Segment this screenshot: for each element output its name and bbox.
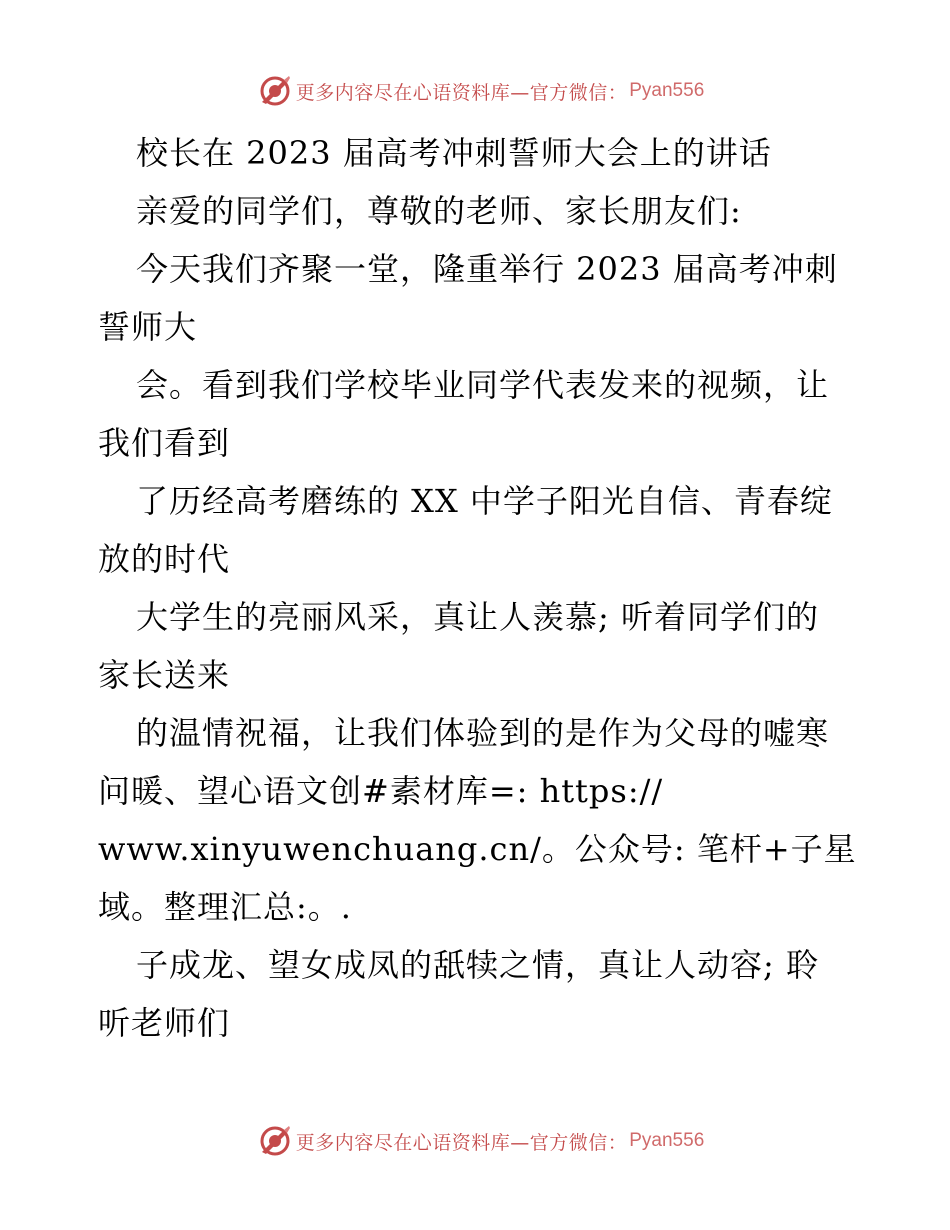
- text-line: 问暖、望心语文创#素材库=: https://: [98, 772, 664, 810]
- text-line: 家长送来: [98, 656, 231, 694]
- text-line: 的温情祝福，让我们体验到的是作为父母的嘘寒: [136, 714, 830, 752]
- text-line: 放的时代: [98, 540, 231, 578]
- text-line: 誓师大: [98, 308, 198, 346]
- salutation-line: 亲爱的同学们，尊敬的老师、家长朋友们:: [136, 192, 742, 230]
- text-line: 今天我们齐聚一堂，隆重举行 2023 届高考冲刺: [136, 250, 838, 288]
- text-line: 域。整理汇总:。.: [98, 888, 352, 926]
- text-line: 了历经高考磨练的 XX 中学子阳光自信、青春绽: [136, 482, 833, 520]
- banner-official-label: 官方微信：: [529, 1131, 628, 1154]
- footer-banner: [0, 1121, 950, 1161]
- document-title: 校长在 2023 届高考冲刺誓师大会上的讲话: [136, 134, 772, 172]
- quill-seal-icon: [258, 1124, 292, 1158]
- text-line: 子成龙、望女成凤的舐犊之情，真让人动容; 聆: [136, 946, 819, 984]
- banner-wechat-id: Pyan556: [629, 80, 705, 101]
- banner-wechat-id: Pyan556: [629, 1130, 705, 1151]
- text-line: 大学生的亮丽风采，真让人羡慕; 听着同学们的: [136, 598, 819, 636]
- banner-slogan: 更多内容尽在心语资料库: [295, 81, 511, 104]
- header-banner: [0, 71, 950, 111]
- text-line: www.xinyuwenchuang.cn/。公众号: 笔杆+子星: [98, 830, 857, 868]
- banner-content: [258, 74, 705, 108]
- document-body: [98, 124, 858, 1052]
- banner-text: [296, 78, 628, 105]
- text-line: 我们看到: [98, 424, 231, 462]
- quill-seal-icon: [258, 74, 292, 108]
- banner-content: [258, 1124, 705, 1158]
- banner-dash: —: [510, 1131, 530, 1154]
- banner-dash: —: [510, 81, 530, 104]
- text-line: 听老师们: [98, 1004, 231, 1042]
- banner-official-label: 官方微信：: [529, 81, 628, 104]
- banner-text: [296, 1128, 628, 1155]
- text-line: 会。看到我们学校毕业同学代表发来的视频，让: [136, 366, 830, 404]
- banner-slogan: 更多内容尽在心语资料库: [295, 1131, 511, 1154]
